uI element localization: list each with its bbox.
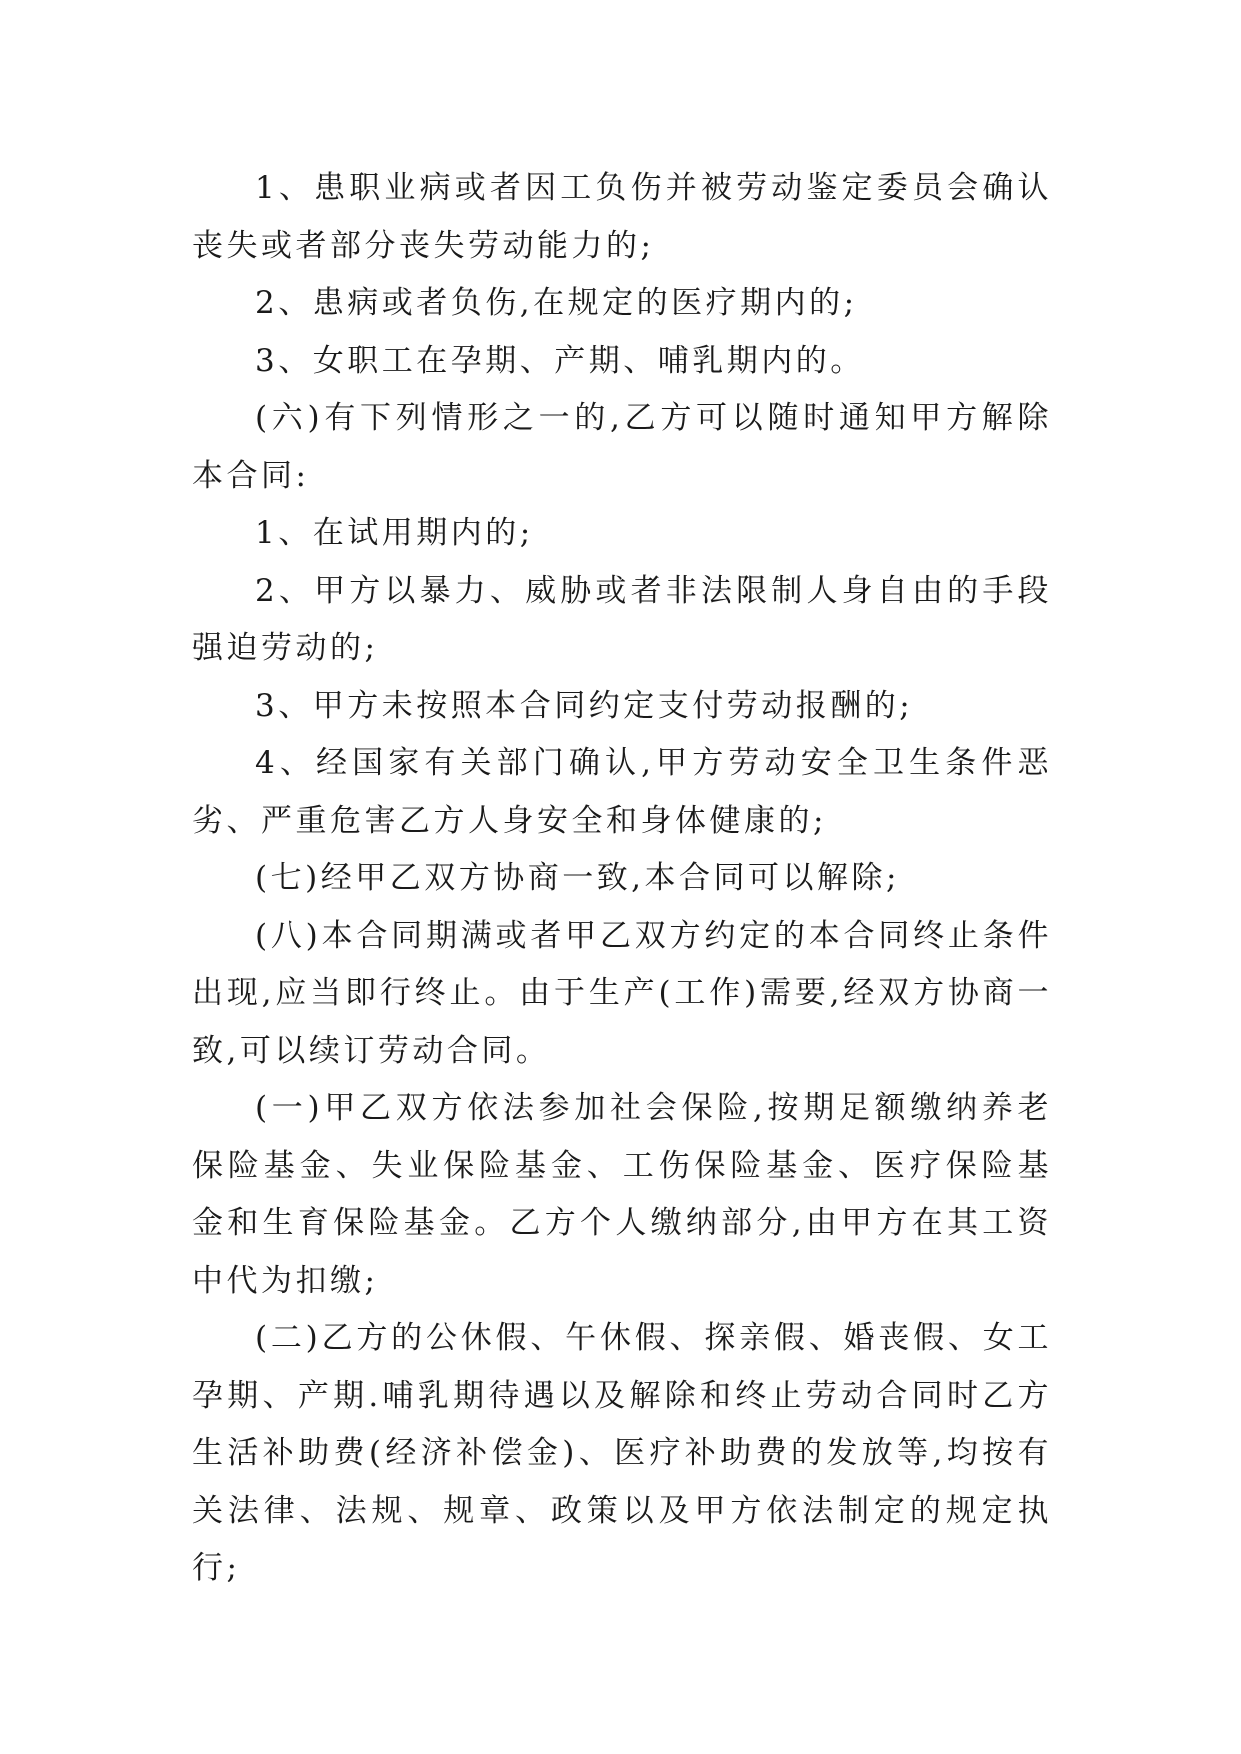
document-body bbox=[192, 160, 1052, 1598]
paragraph-5: 1、在试用期内的; bbox=[255, 515, 534, 551]
paragraph-8: 4、经国家有关部门确认,甲方劳动安全卫生条件恶劣、严重危害乙方人身安全和身体健康的; bbox=[192, 745, 1052, 839]
paragraph-2: 2、患病或者负伤,在规定的医疗期内的; bbox=[255, 285, 858, 321]
paragraph-11: (一)甲乙双方依法参加社会保险,按期足额缴纳养老保险基金、失业保险基金、工伤保险基金、医疗保险基金和生育保险基金。乙方个人缴纳部分,由甲方在其工资中代为扣缴; bbox=[192, 1090, 1052, 1299]
paragraph-10: (八)本合同期满或者甲乙双方约定的本合同终止条件出现,应当即行终止。由于生产(工作)需要,经双方协商一致,可以续订劳动合同。 bbox=[192, 917, 1052, 1069]
paragraph-9: (七)经甲乙双方协商一致,本合同可以解除; bbox=[255, 860, 900, 896]
paragraph-4: (六)有下列情形之一的,乙方可以随时通知甲方解除本合同: bbox=[192, 400, 1052, 494]
paragraph-3: 3、女职工在孕期、产期、哺乳期内的。 bbox=[255, 342, 865, 379]
paragraph-12: (二)乙方的公休假、午休假、探亲假、婚丧假、女工孕期、产期.哺乳期待遇以及解除和终止劳动合同时乙方生活补助费(经济补偿金)、医疗补助费的发放等,均按有关法律、法规、规章、政策以及甲方依法制定的规定执行; bbox=[192, 1320, 1052, 1586]
paragraph-7: 3、甲方未按照本合同约定支付劳动报酬的; bbox=[255, 687, 914, 724]
paragraph-6: 2、甲方以暴力、威胁或者非法限制人身自由的手段强迫劳动的; bbox=[192, 572, 1052, 666]
paragraph-1: 1、患职业病或者因工负伤并被劳动鉴定委员会确认丧失或者部分丧失劳动能力的; bbox=[192, 170, 1052, 264]
